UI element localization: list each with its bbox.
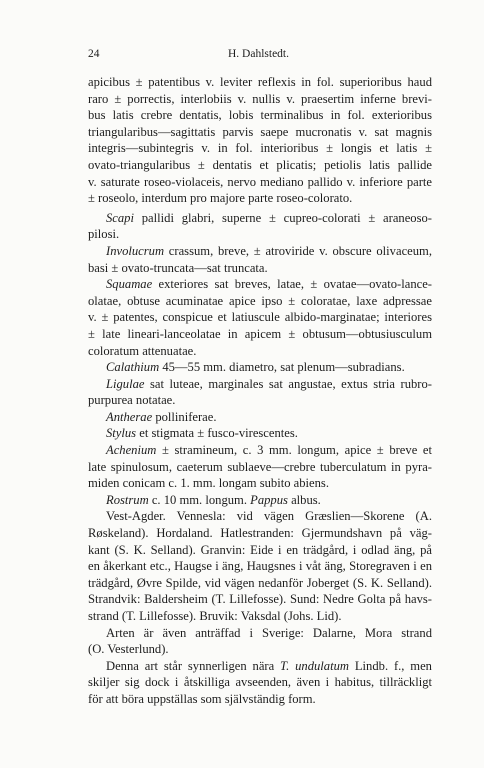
term-achenium: Achenium <box>106 443 157 458</box>
text-line-rostrum: Rostrum c. 10 mm. longum. Pappus albus. <box>106 492 321 507</box>
term-rostrum: Rostrum <box>106 492 149 507</box>
term-squamae: Squamae <box>106 277 153 292</box>
text-line: Røskeland). Hordaland. Hatlestranden: Gjermundshavn på väg- <box>88 526 432 541</box>
text-line-calathium: Calathium 45—55 mm. diametro, sat plenum—subradians. <box>106 360 405 375</box>
text-line-achenium: Achenium ± stramineum, c. 3 mm. longum, apice ± breve et <box>106 443 432 458</box>
term-stylus: Stylus <box>106 426 137 441</box>
text-line: miden conicam c. 1. mm. longam subito abiens. <box>88 476 329 491</box>
text-line: purpurea notatae. <box>88 393 176 408</box>
text-line: raro ± porrectis, interlobiis v. nullis v. praesertim inferne brevi- <box>88 91 432 106</box>
text-line: Strandvik: Baldersheim (T. Lillefosse). Sund: Nedre Golta på havs- <box>88 592 432 607</box>
text-line: apicibus ± patentibus v. leviter reflexis in fol. superioribus haud <box>88 75 432 89</box>
text-line: integris—subintegris v. in fol. interioribus ± longis et latis ± <box>88 141 432 156</box>
text-line-ligulae: Ligulae sat luteae, marginales sat angustae, extus stria rubro- <box>106 376 432 391</box>
text-line: skiljer sig dock i åtskilliga avseenden, även i habitus, tillräckligt <box>88 675 432 690</box>
text-line-involucrum: Involucrum crassum, breve, ± atroviride v. obscure olivaceum, <box>106 243 432 258</box>
text-line: strand (T. Lillefosse). Bruvik: Vaksdal (Johs. Lid). <box>88 609 342 623</box>
term-t-undulatum: T. undulatum <box>280 658 349 673</box>
text-line-localities: Vest-Agder. Vennesla: vid vägen Græslien—Skorene (A. <box>106 509 432 524</box>
text-line: (O. Vesterlund). <box>88 642 169 657</box>
text-line: coloratum attenuatae. <box>88 343 197 358</box>
text-line-squamae: Squamae exteriores sat breves, latae, ± ovatae—ovato-lance- <box>106 277 432 292</box>
text-line: late spinulosum, caeterum sublaeve—crebre tuberculatum in pyra- <box>88 459 432 474</box>
text-line: v. saturate roseo-violaceis, nervo mediano pallido v. inferiore parte <box>88 174 432 189</box>
term-scapi: Scapi <box>106 210 134 225</box>
text-line: trädgård, Øvre Spilde, vid vägen nedanför Joberget (S. K. Selland). <box>88 575 432 590</box>
text-line-sweden: Arten är även anträffad i Sverige: Dalarne, Mora strand <box>106 625 432 640</box>
text-line: triangularibus—sagittatis parvis saepe mucronatis v. sat magnis <box>88 124 432 139</box>
text-line: en åkerkant etc., Haugse i äng, Haugsnes i våt äng, Storegraven i en <box>88 559 432 574</box>
text-line: ovato-triangularibus ± dentatis et plicatis; petiolis latis pallide <box>88 157 432 172</box>
term-antherae: Antherae <box>106 409 153 424</box>
text-line: olatae, obtuse acuminatae apice ipso ± coloratae, laxe adpressae <box>88 293 432 308</box>
text-line: v. ± patentes, conspicue et latiuscule albido-marginatae; interiores <box>88 310 432 325</box>
text-line: kant (S. K. Selland). Granvin: Eide i en trädgård, i odlad äng, på <box>88 542 432 557</box>
running-header <box>88 48 432 64</box>
text-line: ± late lineari-lanceolatae in apicem ± obtusum—obtusiusculum <box>88 326 432 341</box>
page-body <box>88 74 432 708</box>
text-line-affinity: Denna art står synnerligen nära T. undulatum Lindb. f., men <box>106 658 432 673</box>
term-pappus: Pappus <box>250 492 288 507</box>
text-line: för att böra uppställas som självständig form. <box>88 691 316 706</box>
text-line-antherae: Antherae polliniferae. <box>106 409 217 424</box>
term-involucrum: Involucrum <box>106 243 165 258</box>
running-title: H. Dahlstedt. <box>228 48 290 60</box>
text-line-scapi: Scapi pallidi glabri, superne ± cupreo-colorati ± araneoso- <box>106 210 432 225</box>
text-line: bus latis crebre dentatis, lobis terminalibus in fol. exterioribus <box>88 108 432 123</box>
text-line: ± roseolo, interdum pro majore parte roseo-colorato. <box>88 191 353 206</box>
text-line: basi ± ovato-truncata—sat truncata. <box>88 260 268 275</box>
page-number: 24 <box>88 48 100 60</box>
term-calathium: Calathium <box>106 360 160 375</box>
term-ligulae: Ligulae <box>106 376 145 391</box>
text-line-stylus: Stylus et stigmata ± fusco-virescentes. <box>106 426 298 441</box>
text-line: pilosi. <box>88 227 120 242</box>
